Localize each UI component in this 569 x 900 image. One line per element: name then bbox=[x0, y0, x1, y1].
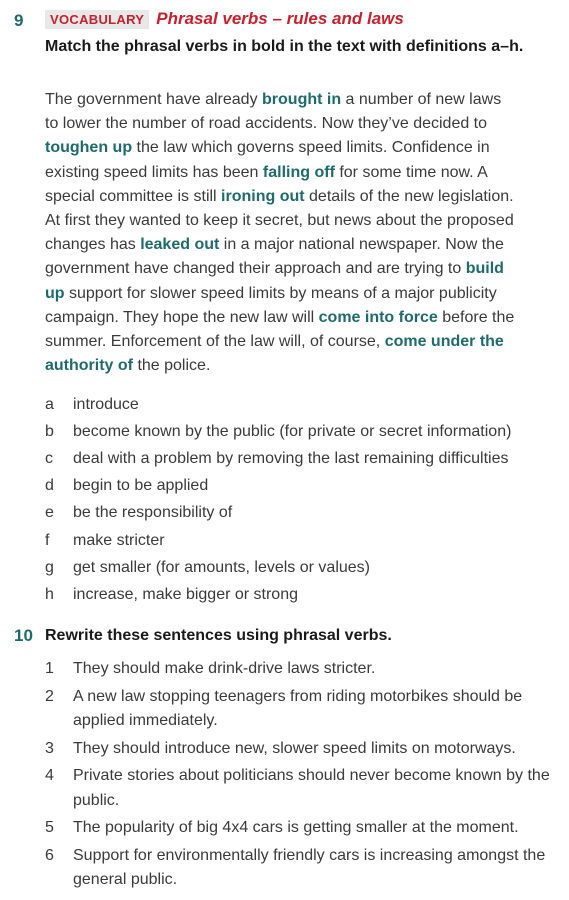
passage-text: At first they wanted to keep it secret, but news about the proposed bbox=[45, 212, 514, 230]
passage-line bbox=[45, 282, 555, 306]
exercise-10-number: 10 bbox=[14, 626, 33, 645]
sentence-number: 4 bbox=[45, 767, 54, 784]
definition-item bbox=[45, 554, 560, 581]
passage-text: changes has bbox=[45, 236, 141, 254]
definition-letter: f bbox=[45, 531, 50, 549]
sentence-item bbox=[45, 764, 560, 813]
definition-text: get smaller (for amounts, levels or values) bbox=[73, 558, 370, 576]
definition-letter: b bbox=[45, 422, 54, 440]
passage-text: summer. Enforcement of the law will, of course, bbox=[45, 333, 385, 351]
passage-text: to lower the number of road accidents. Now they’ve decided to bbox=[45, 115, 488, 133]
definition-letter: c bbox=[45, 449, 53, 467]
definition-text: deal with a problem by removing the last remaining difficulties bbox=[73, 449, 509, 467]
passage-text: existing speed limits has been bbox=[45, 163, 263, 181]
definition-text: become known by the public (for private or secret information) bbox=[73, 422, 512, 440]
passage-line bbox=[45, 233, 555, 257]
sentence-number: 1 bbox=[45, 660, 54, 677]
passage-text: a number of new laws bbox=[341, 91, 502, 108]
passage-text: government have changed their approach and are trying to bbox=[45, 260, 466, 278]
definition-letter: a bbox=[45, 395, 54, 413]
section-header bbox=[45, 9, 404, 29]
sentence-text: Private stories about politicians should never become known by the public. bbox=[73, 767, 550, 809]
sentence-number: 3 bbox=[45, 739, 54, 757]
sentence-item bbox=[45, 685, 560, 734]
sentence-item bbox=[45, 816, 560, 841]
definition-item bbox=[45, 445, 560, 472]
passage-line bbox=[45, 161, 555, 185]
sentence-text: They should make drink-drive laws stricter. bbox=[73, 660, 376, 677]
phrasal-verb-highlight: come under the bbox=[384, 333, 504, 351]
definition-text: increase, make bigger or strong bbox=[73, 585, 298, 603]
section-title: Phrasal verbs – rules and laws bbox=[156, 9, 404, 28]
vocabulary-badge: VOCABULARY bbox=[45, 10, 149, 29]
phrasal-verb-highlight: come into force bbox=[318, 308, 438, 326]
passage-line bbox=[45, 330, 555, 354]
exercise-10-instruction: Rewrite these sentences using phrasal verbs. bbox=[45, 627, 392, 644]
definition-item bbox=[45, 581, 560, 608]
sentence-text: Support for environmentally friendly cars is increasing amongst the general public. bbox=[73, 846, 546, 888]
sentence-text: The popularity of big 4x4 cars is getting smaller at the moment. bbox=[73, 819, 519, 836]
sentence-text: They should introduce new, slower speed limits on motorways. bbox=[73, 739, 516, 757]
sentence-text: A new law stopping teenagers from riding motorbikes should be applied immediately. bbox=[73, 687, 523, 729]
definition-text: be the responsibility of bbox=[73, 504, 233, 522]
sentence-item bbox=[45, 737, 560, 762]
passage-line bbox=[45, 354, 555, 378]
sentence-number: 6 bbox=[45, 846, 54, 864]
passage-text: support for slower speed limits by means of a major publicity bbox=[64, 284, 497, 302]
definitions-list bbox=[45, 391, 560, 609]
definition-item bbox=[45, 391, 560, 418]
passage-line bbox=[45, 88, 555, 112]
passage-text: in a major national newspaper. Now the bbox=[219, 236, 504, 254]
passage-line bbox=[45, 209, 555, 233]
sentence-item bbox=[45, 657, 560, 682]
phrasal-verb-highlight: up bbox=[45, 284, 65, 302]
definition-item bbox=[45, 473, 560, 500]
exercise-9-instruction: Match the phrasal verbs in bold in the text with definitions a–h. bbox=[45, 38, 524, 55]
phrasal-verb-highlight: brought in bbox=[262, 91, 342, 108]
sentences-list bbox=[45, 657, 560, 896]
passage-text: special committee is still bbox=[45, 187, 222, 205]
passage-text: The government have already bbox=[45, 91, 263, 108]
definition-text: make stricter bbox=[73, 531, 165, 549]
exercise-9-number: 9 bbox=[14, 11, 24, 30]
reading-passage bbox=[45, 88, 555, 378]
phrasal-verb-highlight: toughen up bbox=[45, 139, 133, 157]
passage-text: campaign. They hope the new law will bbox=[45, 308, 319, 326]
definition-item bbox=[45, 500, 560, 527]
passage-text: the police. bbox=[133, 357, 211, 375]
definition-item bbox=[45, 527, 560, 554]
definition-text: introduce bbox=[73, 395, 139, 413]
passage-text: details of the new legislation. bbox=[304, 187, 514, 205]
definition-letter: g bbox=[45, 558, 54, 576]
definition-letter: e bbox=[45, 504, 54, 522]
passage-text: for some time now. A bbox=[334, 163, 488, 181]
phrasal-verb-highlight: authority of bbox=[45, 357, 133, 375]
passage-text: before the bbox=[437, 308, 515, 326]
passage-line bbox=[45, 306, 555, 330]
phrasal-verb-highlight: ironing out bbox=[221, 187, 305, 205]
phrasal-verb-highlight: build bbox=[465, 260, 504, 278]
phrasal-verb-highlight: leaked out bbox=[140, 236, 220, 254]
passage-line bbox=[45, 136, 555, 160]
sentence-number: 5 bbox=[45, 819, 54, 836]
definition-letter: d bbox=[45, 477, 54, 495]
sentence-number: 2 bbox=[45, 687, 54, 705]
sentence-item bbox=[45, 844, 560, 893]
passage-line bbox=[45, 112, 555, 136]
definition-letter: h bbox=[45, 585, 54, 603]
phrasal-verb-highlight: falling off bbox=[262, 163, 335, 181]
definition-text: begin to be applied bbox=[73, 477, 209, 495]
passage-line bbox=[45, 185, 555, 209]
passage-text: the law which governs speed limits. Confidence in bbox=[132, 139, 490, 157]
definition-item bbox=[45, 418, 560, 445]
passage-line bbox=[45, 257, 555, 281]
